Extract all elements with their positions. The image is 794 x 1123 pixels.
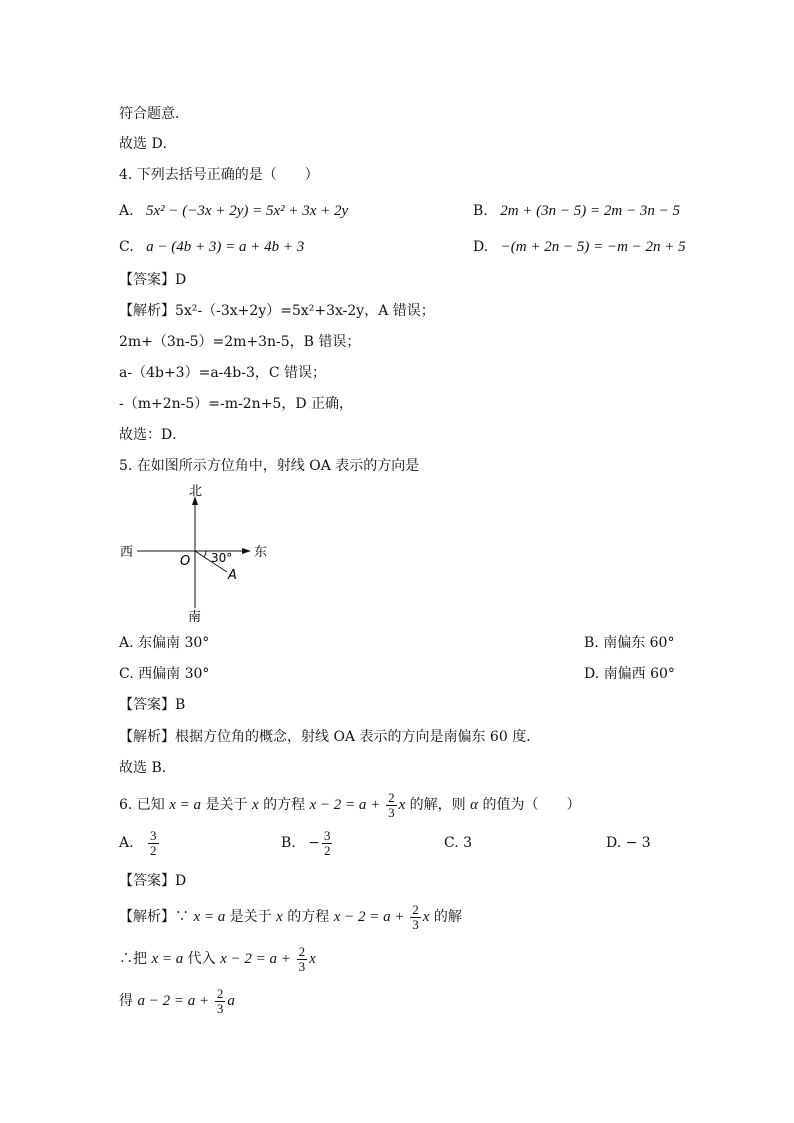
q4-option-d-expr: −(m + 2n − 5) = −m − 2n + 5 [500,239,686,255]
q6-option-a [119,826,161,860]
q6-stem-alpha: α [470,797,479,813]
q6-exp3-eq: a − 2 = a + [137,993,213,1009]
angle-arc [204,551,206,557]
q6-exp1-fraction [410,903,421,932]
label-angle: 30° [211,551,233,565]
label-point-a: A [228,568,237,583]
q4-option-b-label: B. [473,203,488,219]
q4-option-c-label: C. [119,239,134,255]
q6-exp1-text-d: 的解 [429,909,462,925]
q6-exp2-eq2: x − 2 = a + [220,951,295,967]
q6-exp1-text-a: 【解析】∵ [119,909,194,925]
q5-option-b: B. 南偏东 60° [584,635,675,651]
label-south: 南 [188,610,202,625]
q6-stem-eq1: x = a [169,797,202,813]
fraction-numerator: 2 [216,985,224,1001]
q6-option-c: C. 3 [444,835,473,851]
label-east: 东 [254,545,268,560]
q6-stem-text-a: 6. 已知 [119,797,170,813]
q6-option-a-fraction [148,829,159,858]
q6-stem-text-d: 的解，则 [405,797,471,813]
fraction-denominator: 2 [323,842,331,858]
q6-stem-eq2: x − 2 = a + [309,797,385,813]
fraction-denominator: 3 [298,958,306,974]
fraction-numerator: 2 [388,789,395,805]
q6-stem-fraction [386,791,397,820]
q6-exp1-text-c: 的方程 [282,909,334,925]
q6-stem-text-c: 的方程 [258,797,310,813]
fraction-numerator: 2 [298,943,306,959]
q4-conclusion: 故选：D． [119,427,187,443]
line-guxuan-d: 故选 D． [119,136,177,152]
q4-option-a-label: A. [119,203,134,219]
q6-exp3-a: a [227,993,235,1009]
q6-stem-x: x [251,797,259,813]
q6-stem-eq2-x: x [398,797,406,813]
q4-explanation-2: 2m+（3n-5）=2m+3n-5，B 错误； [119,334,361,350]
line-fuhe: 符合题意． [119,106,189,122]
q6-exp1-eq2-x: x [422,909,430,925]
q4-explanation-1: 【解析】5x²-（-3x+2y）=5x²+3x-2y，A 错误； [119,303,435,319]
q6-exp1-eq: x = a [193,909,226,925]
q5-conclusion: 故选 B． [119,760,176,776]
fraction-denominator: 3 [388,804,395,820]
label-north: 北 [189,484,203,499]
q4-option-c [119,237,304,257]
q6-exp2-x: x [309,951,316,967]
q4-option-a [119,201,348,221]
q6-exp3-fraction [215,987,226,1016]
q4-option-a-expr: 5x² − (−3x + 2y) = 5x² + 3x + 2y [146,203,349,219]
q5-explanation: 【解析】根据方位角的概念，射线 OA 表示的方向是南偏东 60 度． [119,729,541,745]
q6-exp2-fraction [297,945,308,974]
q6-stem-text-b: 是关于 [201,797,252,813]
q6-exp2-eq: x = a [151,951,184,967]
q6-stem-text-e: 的值为（ ） [478,797,581,813]
fraction-numerator: 3 [323,827,331,843]
q6-answer: 【答案】D [119,873,187,889]
label-west: 西 [120,545,134,560]
q6-option-d: D. − 3 [606,835,651,851]
q6-stem [119,790,580,820]
q5-stem: 5. 在如图所示方位角中，射线 OA 表示的方向是 [119,458,420,474]
q6-option-b-fraction [322,829,333,858]
fraction-numerator: 2 [412,901,419,917]
q4-option-b-expr: 2m + (3n − 5) = 2m − 3n − 5 [500,203,680,219]
q5-answer: 【答案】B [119,697,186,713]
q4-option-c-expr: a − (4b + 3) = a + 4b + 3 [146,239,305,255]
fraction-denominator: 3 [216,1000,224,1016]
q4-explanation-3: a-（4b+3）=a-4b-3，C 错误； [119,365,327,381]
q4-explanation-4: -（m+2n-5）=-m-2n+5，D 正确， [119,396,354,412]
q6-explanation-3 [119,984,235,1018]
q6-exp1-text-b: 是关于 [225,909,277,925]
q4-option-b [473,201,680,221]
label-origin: O [180,554,191,569]
q5-compass-diagram [115,478,285,628]
q6-explanation-2 [119,942,316,976]
q4-stem: 4. 下列去括号正确的是（ ） [119,167,319,183]
q6-exp1-x: x [276,909,283,925]
fraction-denominator: 3 [412,916,419,932]
east-arrow-head [242,548,251,554]
q6-option-a-label: A. [119,835,134,851]
q6-exp1-eq2: x − 2 = a + [333,909,409,925]
q5-option-a: A. 东偏南 30° [119,635,210,651]
q6-option-b [281,826,334,860]
fraction-denominator: 2 [150,842,157,858]
q6-exp3-text-a: 得 [119,993,138,1009]
q6-exp2-text-a: ∴把 [119,951,152,967]
q5-option-d: D. 南偏西 60° [584,666,675,682]
q6-option-b-sign: − [308,835,320,851]
q6-explanation-1 [119,900,462,934]
q6-option-b-label: B. [281,835,296,851]
q5-option-c: C. 西偏南 30° [119,666,210,682]
q6-exp2-text-b: 代入 [183,951,221,967]
q4-option-d-label: D. [473,239,489,255]
q4-answer: 【答案】D [119,272,187,288]
fraction-numerator: 3 [150,827,157,843]
q4-option-d [473,237,686,257]
